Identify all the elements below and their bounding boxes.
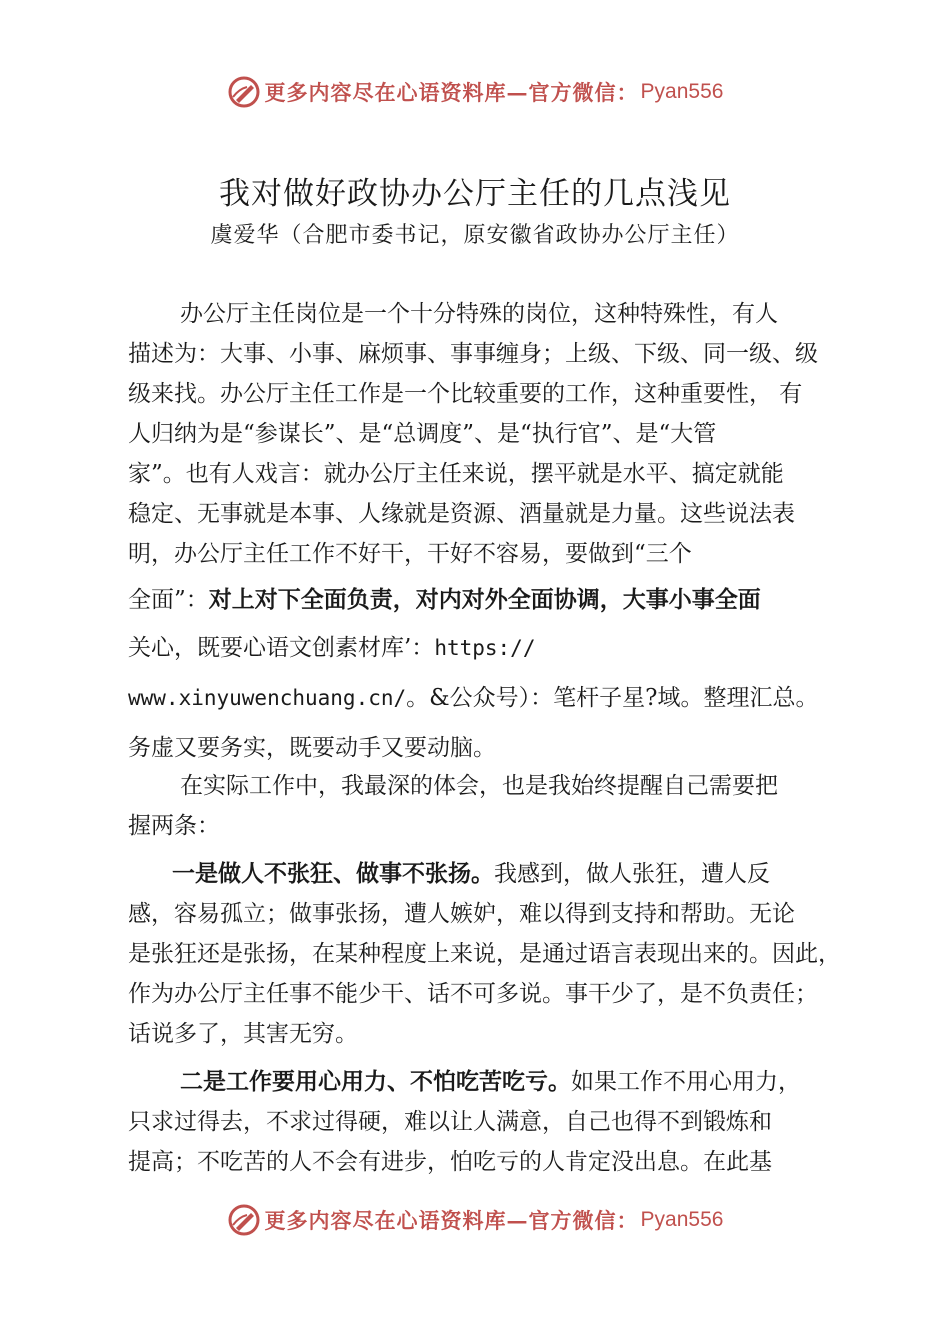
paragraph-line: 在实际工作中，我最深的体会，也是我始终提醒自己需要把 xyxy=(180,773,778,799)
paragraph-line xyxy=(128,682,818,714)
paragraph-line xyxy=(172,858,770,890)
pen-logo-icon xyxy=(227,1203,261,1237)
paragraph-line: 稳定、无事就是本事、人缘就是资源、酒量就是力量。这些说法表 xyxy=(128,501,795,527)
paragraph-line: 描述为：大事、小事、麻烦事、事事缠身；上级、下级、同一级、级 xyxy=(128,341,818,367)
banner-wechat-id: Pyan556 xyxy=(640,80,724,103)
banner-text: 更多内容尽在心语资料库—官方微信： xyxy=(264,1208,639,1233)
paragraph-line: 务虚又要务实，既要动手又要动脑。 xyxy=(128,735,496,761)
line-text: 全面”： xyxy=(128,587,209,613)
page-title: 我对做好政协办公厅主任的几点浅见 xyxy=(219,176,731,212)
paragraph-line: 明，办公厅主任工作不好干，干好不容易，要做到“三个 xyxy=(128,541,692,567)
line-text: 我感到，做人张狂，遭人反 xyxy=(494,861,770,887)
paragraph-line: 是张狂还是张扬，在某种程度上来说，是通过语言表现出来的。因此， xyxy=(128,941,841,967)
line-text: 关心，既要心语文创素材库’： xyxy=(128,635,435,661)
paragraph-line: 只求过得去，不求过得硬，难以让人满意，自己也得不到锻炼和 xyxy=(128,1109,772,1135)
paragraph-line: 作为办公厅主任事不能少干、话不可多说。事干少了，是不负责任； xyxy=(128,981,818,1007)
url-text: www.xinyuwenchuang.cn/ xyxy=(128,686,407,710)
paragraph-line xyxy=(128,632,535,664)
paragraph-line xyxy=(180,1066,801,1098)
bold-heading: 二是工作要用心用力、不怕吃苦吃亏。 xyxy=(180,1069,571,1095)
pen-logo-icon xyxy=(227,75,261,109)
footer-banner xyxy=(0,1200,950,1240)
header-banner xyxy=(0,72,950,112)
line-text: 。&公众号）：笔杆子星?域。整理汇总。 xyxy=(406,685,819,711)
paragraph-line: 办公厅主任岗位是一个十分特殊的岗位，这种特殊性，有人 xyxy=(180,301,778,327)
url-text: https:// xyxy=(434,636,536,660)
banner-text: 更多内容尽在心语资料库—官方微信： xyxy=(264,80,639,105)
line-text: 如果工作不用心用力， xyxy=(571,1069,801,1095)
bold-text: 对上对下全面负责，对内对外全面协调，大事小事全面 xyxy=(208,587,761,613)
paragraph-line: 感，容易孤立；做事张扬，遭人嫉妒，难以得到支持和帮助。无论 xyxy=(128,901,795,927)
page-subtitle: 虞爱华（合肥市委书记，原安徽省政协办公厅主任） xyxy=(210,223,740,248)
banner-wechat-id: Pyan556 xyxy=(640,1208,724,1231)
paragraph-line xyxy=(128,584,761,616)
paragraph-line: 人归纳为是“参谋长”、是“总调度”、是“执行官”、是“大管 xyxy=(128,421,717,447)
paragraph-line: 提高；不吃苦的人不会有进步，怕吃亏的人肯定没出息。在此基 xyxy=(128,1149,772,1175)
paragraph-line: 握两条： xyxy=(128,813,220,839)
bold-heading: 一是做人不张狂、做事不张扬。 xyxy=(172,861,494,887)
paragraph-line: 话说多了，其害无穷。 xyxy=(128,1021,358,1047)
paragraph-line: 家”。也有人戏言：就办公厅主任来说，摆平就是水平、搞定就能 xyxy=(128,461,784,487)
paragraph-line: 级来找。办公厅主任工作是一个比较重要的工作，这种重要性， 有 xyxy=(128,381,803,407)
